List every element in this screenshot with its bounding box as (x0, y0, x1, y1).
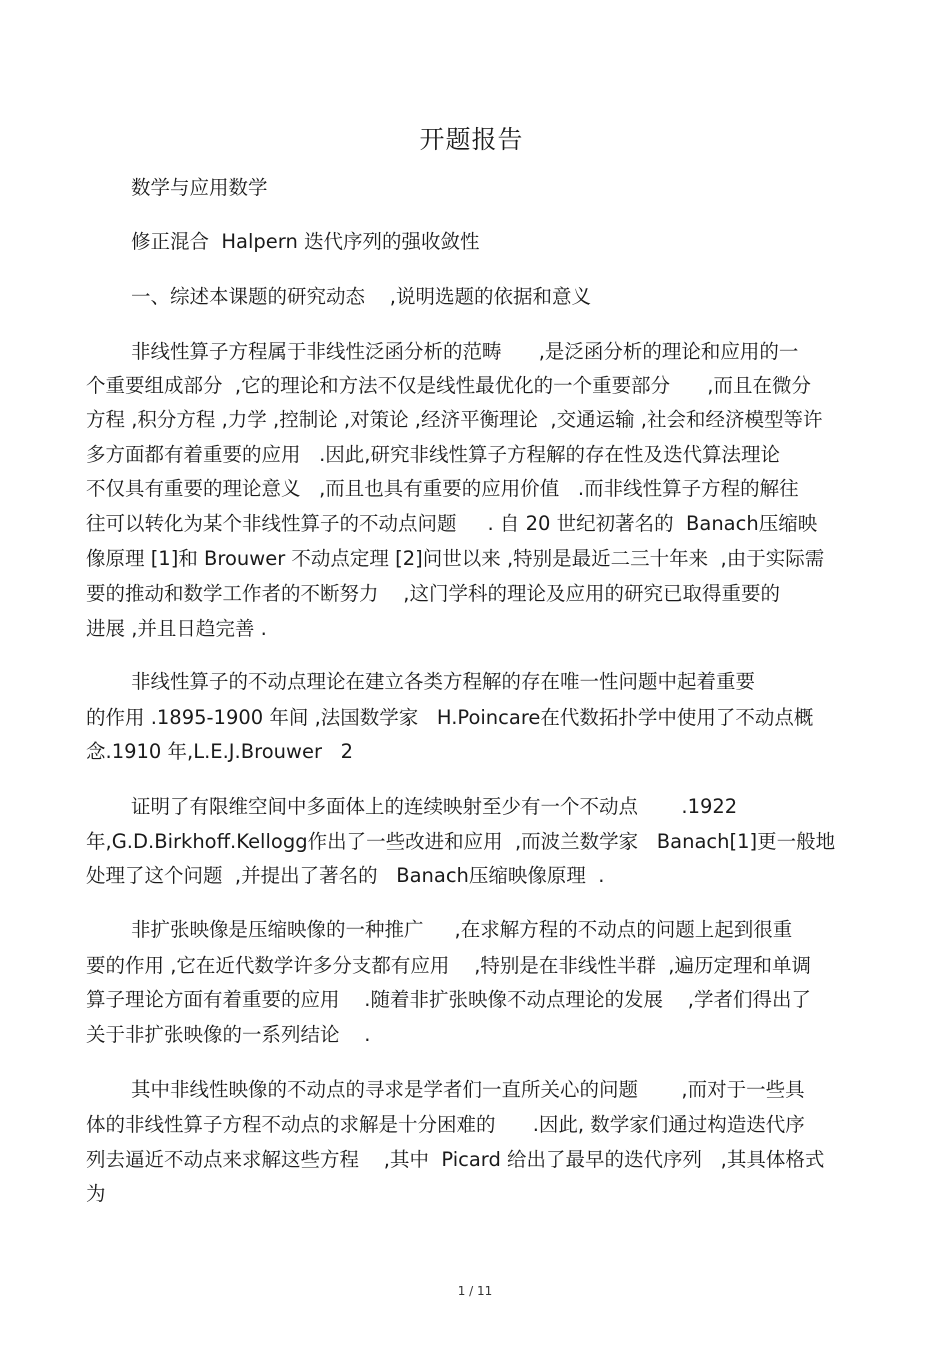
paragraph-line: 方程 ,积分方程 ,力学 ,控制论 ,对策论 ,经济平衡理论 ,交通运输 ,社会和经济模型等许 (86, 408, 823, 431)
paragraph-line: 为 (86, 1182, 106, 1205)
paragraph-line: 要的作用 ,它在近代数学许多分支都有应用 ,特别是在非线性半群 ,遍历定理和单调 (86, 954, 811, 977)
paragraph-line: 体的非线性算子方程不动点的求解是十分困难的 .因此, 数学家们通过构造迭代序 (86, 1113, 805, 1136)
paragraph-line: 其中非线性映像的不动点的寻求是学者们一直所关心的问题 ,而对于一些具 (131, 1078, 805, 1101)
paragraph-line: 非扩张映像是压缩映像的一种推广 ,在求解方程的不动点的问题上起到很重 (131, 918, 793, 941)
paragraph-line: 非线性算子方程属于非线性泛函分析的范畴 ,是泛函分析的理论和应用的一 (131, 340, 799, 363)
topic-line: 修正混合 Halpern 迭代序列的强收敛性 (131, 230, 480, 253)
paragraph-line: 年,G.D.Birkhoff.Kellogg作出了一些改进和应用 ,而波兰数学家 Banach[1]更一般地 (86, 830, 836, 853)
document-title: 开题报告 (419, 125, 524, 154)
paragraph-line: 列去逼近不动点来求解这些方程 ,其中 Picard 给出了最早的迭代序列 ,其具体格式 (86, 1148, 825, 1171)
paragraph-line: 像原理 [1]和 Brouwer 不动点定理 [2]问世以来 ,特别是最近二三十年来 ,由于实际需 (86, 547, 825, 570)
paragraph-line: 念.1910 年,L.E.J.Brouwer 2 (86, 740, 353, 763)
paragraph-line: 证明了有限维空间中多面体上的连续映射至少有一个不动点 .1922 (131, 795, 738, 818)
paragraph-line: 要的推动和数学工作者的不断努力 ,这门学科的理论及应用的研究已取得重要的 (86, 582, 780, 605)
major-line: 数学与应用数学 (131, 176, 268, 199)
paragraph-line: 多方面都有着重要的应用 .因此,研究非线性算子方程解的存在性及迭代算法理论 (86, 443, 780, 466)
paragraph-line: 算子理论方面有着重要的应用 .随着非扩张映像不动点理论的发展 ,学者们得出了 (86, 988, 811, 1011)
paragraph-line: 个重要组成部分 ,它的理论和方法不仅是线性最优化的一个重要部分 ,而且在微分 (86, 374, 811, 397)
paragraph-line: 关于非扩张映像的一系列结论 . (86, 1023, 371, 1046)
paragraph-line: 处理了这个问题 ,并提出了著名的 Banach压缩映像原理 . (86, 864, 605, 887)
paragraph-line: 的作用 .1895-1900 年间 ,法国数学家 H.Poincare在代数拓扑学中使用了不动点概 (86, 706, 814, 729)
paragraph-line: 不仅具有重要的理论意义 ,而且也具有重要的应用价值 .而非线性算子方程的解往 (86, 477, 799, 500)
section-heading: 一、综述本课题的研究动态 ,说明选题的依据和意义 (131, 285, 591, 308)
page-indicator: 1 / 11 (457, 1284, 493, 1298)
paragraph-line: 往可以转化为某个非线性算子的不动点问题 . 自 20 世纪初著名的 Banach压缩映 (86, 512, 818, 535)
paragraph-line: 进展 ,并且日趋完善 . (86, 617, 267, 640)
paragraph-line: 非线性算子的不动点理论在建立各类方程解的存在唯一性问题中起着重要 (131, 670, 756, 693)
